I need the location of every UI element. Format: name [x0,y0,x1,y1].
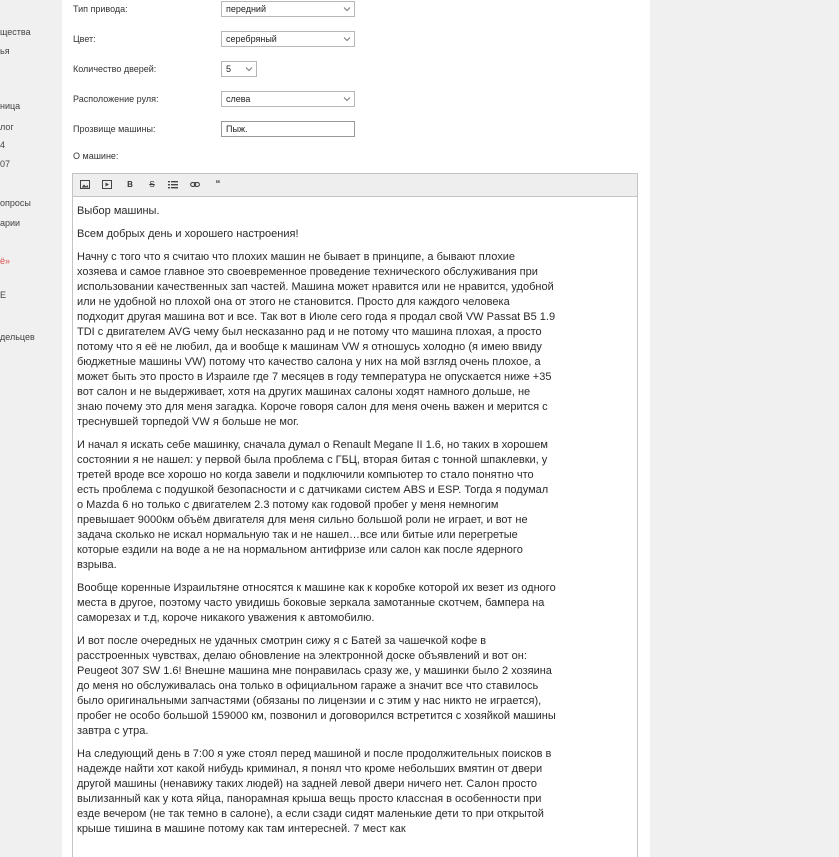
drive-type-label: Тип привода: [73,4,128,14]
sidebar-item[interactable]: E [0,290,7,300]
chevron-down-icon [343,35,351,43]
drive-type-select[interactable] [221,1,355,17]
editor-paragraph: Выбор машины. [77,205,160,217]
car-form-panel [62,0,650,857]
image-icon[interactable] [80,180,92,190]
doors-value: 5 [226,64,232,74]
editor-paragraph: Начну с того что я считаю что плохих машин не бывает в принципе, а бывают плохие хозяева и самое главное это своевременное проведение технического обслуживания при использовании качественных зап частей. Машина может нравится или не нравится, удобной или не удобной но плохой она от этого не становится. Просто для каждого человека подходит другая машина вот и все. Так вот в Июле сего года я продал свой VW Passat B5 1.9 TDI с двигателем AVG чему был несказанно рад и не потому что машина плохая, а просто потому что я её не любил, да и вообще к машинам VW я отношусь холодно (я имею ввиду бюджетные машины VW) потому что качество салона у них на мой взгляд очень плохое, а может быть это просто в Израиле где 7 месяцев в году температура не опускается ниже +35 вот салон и не выдерживает, хотя на других машинах салоны ходят намного дольше, не знаю почему это для меня загадка. Короче говоря салон для меня очень важен и мерится с треснувшей торпедой VW я больше не мог. [77,251,556,428]
editor-paragraph: Вообще коренные Израильтяне относятся к машине как к коробке которой их везет из одного места в другое, поэтому часто увидишь боковые зеркала замотанные скотчем, бампера на саморезах и т.д, короче никакого уважения к автомобилю. [77,582,556,624]
sidebar-item[interactable]: арии [0,218,21,228]
color-select[interactable] [221,31,355,47]
steering-label: Расположение руля: [73,94,159,104]
editor-paragraph: И начал я искать себе машинку, сначала думал о Renault Megane II 1.6, но таких в хорошем состоянии я не нашел: у первой была проблема с ГБЦ, вторая битая с тонной шпаклевки, у третей вроде все хорошо но когда завели и подключили компьютер то стало понятно что есть проблема с подушкой безопасности и с датчиками систем ABS и ESP. Тогда я подумал о Mazda 6 но только с двигателем 2.3 потому как годовой пробег у меня немногим превышает 9000км объём двигателя для меня сильно большой роли не играет, и вот не задача сколько не искал нормальную так и не нашел…все или битые или перегретые которые ездили на воде а не на нормальном антифризе или салон как после ядерного взрыва. [77,439,549,571]
page-background-right [650,0,839,857]
steering-value: слева [226,94,251,104]
left-sidebar [0,0,62,857]
list-icon[interactable] [168,180,180,190]
chevron-down-icon [343,95,351,103]
nickname-label: Прозвище машины: [73,124,156,134]
sidebar-item[interactable]: ья [0,46,10,56]
editor-paragraph: Всем добрых день и хорошего настроения! [77,228,299,240]
strikethrough-button[interactable]: S [149,180,155,189]
doors-label: Количество дверей: [73,64,157,74]
sidebar-item[interactable]: ё» [0,256,11,266]
sidebar-item[interactable]: 4 [0,140,6,150]
sidebar-item[interactable]: 07 [0,159,11,169]
nickname-input[interactable]: Пыж. [221,121,355,137]
color-value: серебряный [226,34,277,44]
color-label: Цвет: [73,34,96,44]
bold-button[interactable]: B [127,180,133,189]
quote-button[interactable]: “ [215,179,221,190]
chevron-down-icon [245,65,253,73]
link-icon[interactable] [190,180,202,190]
editor-paragraph: На следующий день в 7:00 я уже стоял перед машиной и после продолжительных поисков в надежде найти хот какой нибудь криминал, я понял что кроме небольших вмятин от двери другой машины (ненавижу таких людей) на задней левой двери ничего нет. Салон просто вылизанный как у кота яйца, панорамная крыша вещь просто классная в особенности при езде вечером (не так темно в салоне), а если сзади сидят маленькие дети то при открытой крыше тишина в машине потому как там интересней. 7 мест как [77,748,552,835]
drive-type-value: передний [226,4,266,14]
steering-select[interactable] [221,91,355,107]
doors-select[interactable] [221,61,257,77]
editor-paragraph: И вот после очередных не удачных смотрин сижу я с Батей за чашечкой кофе в расстроенных чувствах, делаю обновление на электронной доске объявлений и вот он: Peugeot 307 SW 1.6! Внешне машина мне понравилась сразу же, у машинки было 2 хозяина до меня но обслуживалась она только в официальном гараже а значит все что ставилось было оригинальными запчастями (обязаны по лицензии и с этим у нас никто не играется), пробег не особо большой 159000 км, позвонил и договорился встретится с хозяйкой машины завтра с утра. [77,635,556,737]
editor-toolbar [73,174,637,197]
video-icon[interactable] [102,180,114,190]
about-editor [72,173,638,857]
about-label: О машине: [73,151,119,161]
sidebar-item[interactable]: дельцев [0,332,35,342]
sidebar-item[interactable]: щества [0,27,31,37]
sidebar-item[interactable]: лог [0,122,14,132]
sidebar-item[interactable]: опросы [0,198,31,208]
editor-content[interactable] [73,197,637,837]
sidebar-item[interactable]: ница [0,101,21,111]
chevron-down-icon [343,5,351,13]
